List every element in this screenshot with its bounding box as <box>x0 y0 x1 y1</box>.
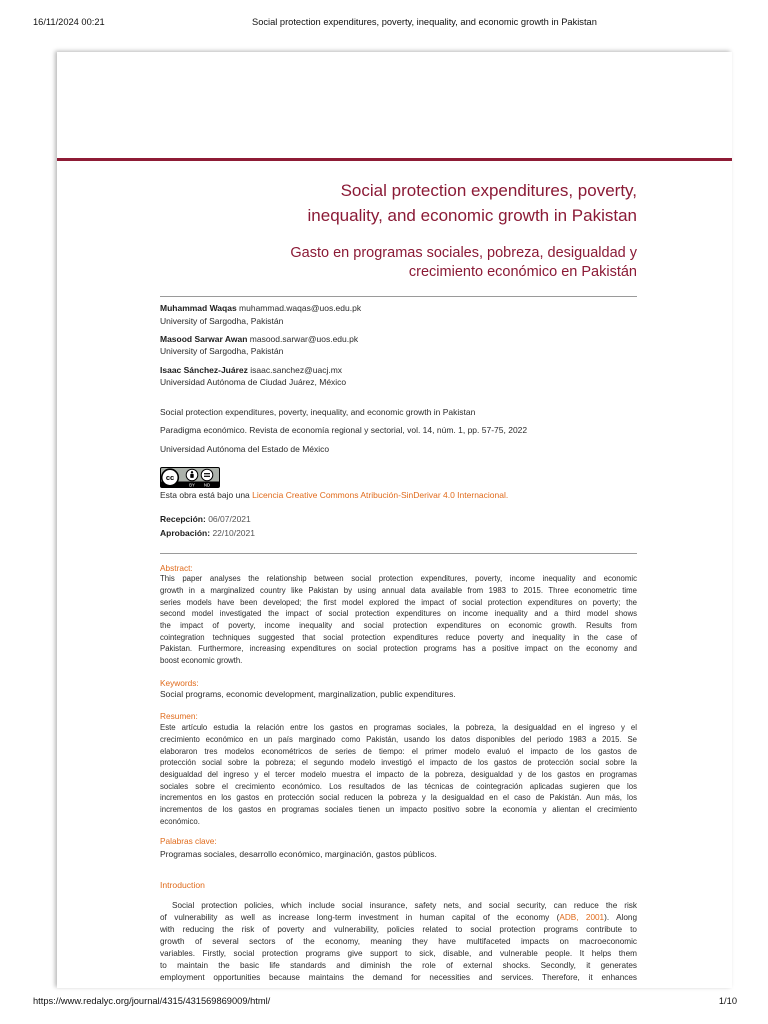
abstract-line: series models have been developed; the first model explored the impact of social protection expenditures on poverty; the <box>160 597 637 607</box>
author-3 <box>160 364 342 376</box>
resumen-line: elaboraron tres modelos econométricos de series de tiempo: el primer modelo evaluó el impacto de los gastos de <box>160 746 637 756</box>
introduction-line: employment opportunities because maintains the demand for necessities and services. Therefore, it enhances <box>160 973 637 982</box>
author-1 <box>160 302 361 314</box>
approved-label: Aprobación: <box>160 528 211 538</box>
keywords-text: Social programs, economic development, marginalization, public expenditures. <box>160 689 456 699</box>
print-page-number: 1/10 <box>718 996 737 1006</box>
print-datetime: 16/11/2024 00:21 <box>33 17 105 27</box>
resumen-line: crecimiento económico en un país marginado como Pakistán, usando los datos disponibles del periodo 1983 a 2015. Se <box>160 734 637 744</box>
author-name: Isaac Sánchez-Juárez <box>160 365 248 375</box>
author-affiliation: University of Sargodha, Pakistán <box>160 316 284 326</box>
author-name: Muhammad Waqas <box>160 303 237 313</box>
introduction-line: Social protection policies, which include social insurance, safety nets, and social security, can reduce the risk <box>172 901 637 910</box>
resumen-line: incrementos en los gastos en protección social reducen la pobreza y la desigualdad en el caso de Pakistán. Aun más, los <box>160 793 637 803</box>
resumen-text <box>160 722 637 827</box>
introduction-text <box>160 900 637 984</box>
abstract-line: Pakistan. Furthermore, increasing expenditures on social protection programs has a positive impact on the economy and <box>160 644 637 654</box>
received-label: Recepción: <box>160 514 206 524</box>
badge-nd-text: ND <box>203 482 211 488</box>
article-subtitle <box>160 244 637 282</box>
resumen-line: desigualdad del ingreso y el tercer modelo muestra el impacto de la pobreza, desigualdad y de los gastos en programas <box>160 770 637 779</box>
divider <box>160 296 637 297</box>
introduction-line <box>160 912 637 924</box>
palabras-clave-text: Programas sociales, desarrollo económico, marginación, gastos públicos. <box>160 849 437 859</box>
received-value: 06/07/2021 <box>208 514 251 524</box>
abstract-label: Abstract: <box>160 563 193 573</box>
license-prefix: Esta obra está bajo una <box>160 490 253 500</box>
resumen-line: sociales sobre el crecimiento económico. Los resultados de las técnicas de cointegración aplicadas sugieren que los <box>160 781 637 791</box>
badge-cc-text: cc <box>165 473 175 483</box>
introduction-line: with reducing the risk of poverty and vulnerability, policies related to social protection programs contribute to <box>160 925 637 934</box>
introduction-line: to maintain the basic life standards and diminish the role of external shocks. Secondly, it generates <box>160 961 637 970</box>
author-email: muhammad.waqas@uos.edu.pk <box>239 303 362 313</box>
badge-by-text: BY <box>189 482 195 488</box>
article-subtitle-line: Gasto en programas sociales, pobreza, desigualdad y <box>290 244 637 261</box>
author-email: masood.sarwar@uos.edu.pk <box>249 334 359 344</box>
divider <box>160 553 637 554</box>
introduction-line-part: ). Along <box>604 913 638 922</box>
author-affiliation: University of Sargodha, Pakistán <box>160 346 284 356</box>
print-page-title: Social protection expenditures, poverty, inequality, and economic growth in Pakistan <box>252 17 597 27</box>
author-affiliation: Universidad Autónoma de Ciudad Juárez, México <box>160 377 347 387</box>
introduction-line: variables. Firstly, social protection programs give support to sick, disable, and vulnerable people. It helps them <box>160 949 637 958</box>
article-title-line: Social protection expenditures, poverty, <box>340 180 637 200</box>
resumen-line: económico. <box>160 816 200 826</box>
article-title <box>160 178 637 228</box>
resumen-line: Este artículo estudia la relación entre los gastos en programas sociales, la pobreza, la desigualdad en el ingreso y el <box>160 723 637 733</box>
palabras-clave-label: Palabras clave: <box>160 836 217 846</box>
citation-title: Social protection expenditures, poverty, inequality, and economic growth in Pakistan <box>160 407 476 417</box>
abstract-line: boost economic growth. <box>160 656 243 666</box>
received-date <box>160 513 251 525</box>
introduction-line-part: of vulnerability as well as increase long-term investment in human capital of the economy ( <box>160 913 560 922</box>
abstract-line: second model investigated the impact of social protection expenditures on income inequality and a third model shows <box>160 609 637 619</box>
abstract-text <box>160 573 637 667</box>
citation-journal: Paradigma económico. Revista de economía regional y sectorial, vol. 14, núm. 1, pp. 57-75, 2022 <box>160 425 528 435</box>
resumen-line: protección social sobre la pobreza; el segundo modelo investigó el impacto de los gastos de protección social sobre la <box>160 758 637 768</box>
abstract-line: growth in a marginalized country like Pakistan by using annual data available from 1983 to 2015. Three econometric time <box>160 585 637 595</box>
author-name: Masood Sarwar Awan <box>160 334 248 344</box>
abstract-line: This paper analyses the relationship between social protection expenditures, poverty, income inequality and economic <box>160 574 637 584</box>
print-url: https://www.redalyc.org/journal/4315/431569869009/html/ <box>33 996 271 1006</box>
abstract-line: cointegration techniques suggested that social protection expenditures reduce poverty and inequality in the case of <box>160 632 637 642</box>
abstract-line: the impact of poverty, income inequality and social protection expenditures on economic growth. Results from <box>160 621 637 630</box>
license-link[interactable]: Licencia Creative Commons Atribución-SinDerivar 4.0 Internacional. <box>252 490 509 500</box>
article-title-line: inequality, and economic growth in Pakistan <box>307 205 637 225</box>
approved-date <box>160 527 255 539</box>
author-email: isaac.sanchez@uacj.mx <box>250 365 343 375</box>
article-subtitle-line: crecimiento económico en Pakistán <box>408 263 637 280</box>
approved-value: 22/10/2021 <box>212 528 255 538</box>
creative-commons-badge-icon[interactable] <box>160 467 220 488</box>
citation-publisher: Universidad Autónoma del Estado de México <box>160 444 330 454</box>
resumen-line: incrementos de los gastos en programas sociales tienen un impacto positivo sobre la economía y alientan el crecimiento <box>160 805 637 815</box>
introduction-heading: Introduction <box>160 880 205 890</box>
header-red-rule <box>57 158 732 161</box>
keywords-label: Keywords: <box>160 678 199 688</box>
introduction-line: growth of several sectors of the economy, meaning they have multifaceted impacts on macroeconomic <box>160 937 637 946</box>
license-statement <box>160 489 508 501</box>
resumen-label: Resumen: <box>160 711 198 721</box>
author-2 <box>160 333 358 345</box>
citation-link-adb-2001[interactable]: ADB, 2001 <box>559 913 605 922</box>
